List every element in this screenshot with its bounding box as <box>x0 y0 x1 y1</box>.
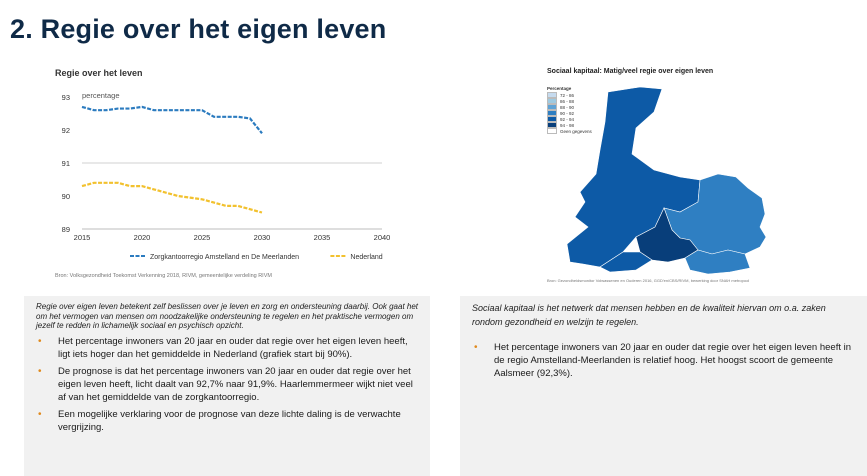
x-tick-label: 2040 <box>373 233 391 242</box>
legend-label: 72 - 86 <box>560 92 575 98</box>
right-bullet-list <box>472 341 855 380</box>
y-tick-label: 91 <box>61 159 70 168</box>
left-intro: Regie over eigen leven betekent zelf beslissen over je leven en zorg en ondersteuning daarbij. Ook gaat het om het vermogen van mensen om noodzakelijke ondersteuning te regelen en het praktische vermogen om jezelf te redden in lichamelijk sociaal en psychisch opzicht. <box>36 302 419 331</box>
map-legend-title: Percentage <box>547 86 572 91</box>
map-shapes <box>540 62 778 288</box>
x-tick-label: 2030 <box>253 233 271 242</box>
y-tick-label: 89 <box>61 225 70 234</box>
y-tick-label: 93 <box>61 93 70 102</box>
series-line <box>82 183 262 213</box>
chart-title: Regie over het leven <box>55 68 143 78</box>
x-tick-label: 2020 <box>133 233 151 242</box>
page-title: 2. Regie over het eigen leven <box>10 14 387 44</box>
legend-label: 90 - 92 <box>560 110 575 116</box>
line-chart <box>50 62 410 288</box>
right-text-panel <box>460 296 867 476</box>
y-tick-label: 90 <box>61 192 70 201</box>
x-tick-label: 2015 <box>73 233 91 242</box>
legend-label: 94 - 98 <box>560 122 575 128</box>
map-source: Bron: Gezondheidsmonitor Volwassenen en Ouderen 2016, GGD'en/CBS/RIVM, bewerking door SNAH metropool <box>547 278 750 283</box>
left-bullet-list <box>36 335 420 434</box>
legend-label: 92 - 94 <box>560 116 575 122</box>
series-line <box>82 107 262 133</box>
y-axis-label: percentage <box>82 91 120 100</box>
legend-label: 88 - 90 <box>560 104 575 110</box>
legend-label: 86 - 88 <box>560 98 575 104</box>
list-item: • Een mogelijke verklaring voor de prognose van deze lichte daling is de verwachte vergrijzing. <box>36 408 420 434</box>
chart-source: Bron: Volksgezondheid Toekomst Verkenning 2018, RIVM, gemeentelijke verdeling RIVM <box>55 273 272 279</box>
map-region-uithoorn <box>685 250 750 274</box>
x-tick-label: 2035 <box>313 233 331 242</box>
x-tick-label: 2025 <box>193 233 211 242</box>
legend-label: Nederland <box>350 254 383 261</box>
list-item: • Het percentage inwoners van 20 jaar en ouder dat regie over het eigen leven heeft in de regio Amstelland-Meerlanden is relatief hoog. Het hoogst scoort de gemeente Aalsmeer (92,3%). <box>472 341 855 380</box>
list-item: • De prognose is dat het percentage inwoners van 20 jaar en ouder dat regie over het eigen leven heeft, licht daalt van 92,7% naar 91,9%. Haarlemmermeer wijkt niet veel af van het gemiddelde van de zorgkantoorregio. <box>36 365 420 404</box>
right-intro: Sociaal kapitaal is het netwerk dat mensen hebben en de kwaliteit hiervan om o.a. zaken rondom gezondheid en welzijn te regelen. <box>472 303 826 327</box>
y-tick-label: 92 <box>61 126 70 135</box>
chart-canvas <box>50 62 410 272</box>
map-title: Sociaal kapitaal: Matig/veel regie over eigen leven <box>547 68 714 75</box>
list-item: • Het percentage inwoners van 20 jaar en ouder dat regie over het eigen leven heeft, ligt iets hoger dan het gemiddelde in Nederland (grafiek start bij 90%). <box>36 335 420 361</box>
left-text-panel <box>24 296 430 476</box>
legend-label: Geen gegevens <box>560 128 592 134</box>
legend-label: Zorgkantoorregio Amstelland en De Meerlanden <box>150 254 300 261</box>
region-map <box>540 62 778 288</box>
